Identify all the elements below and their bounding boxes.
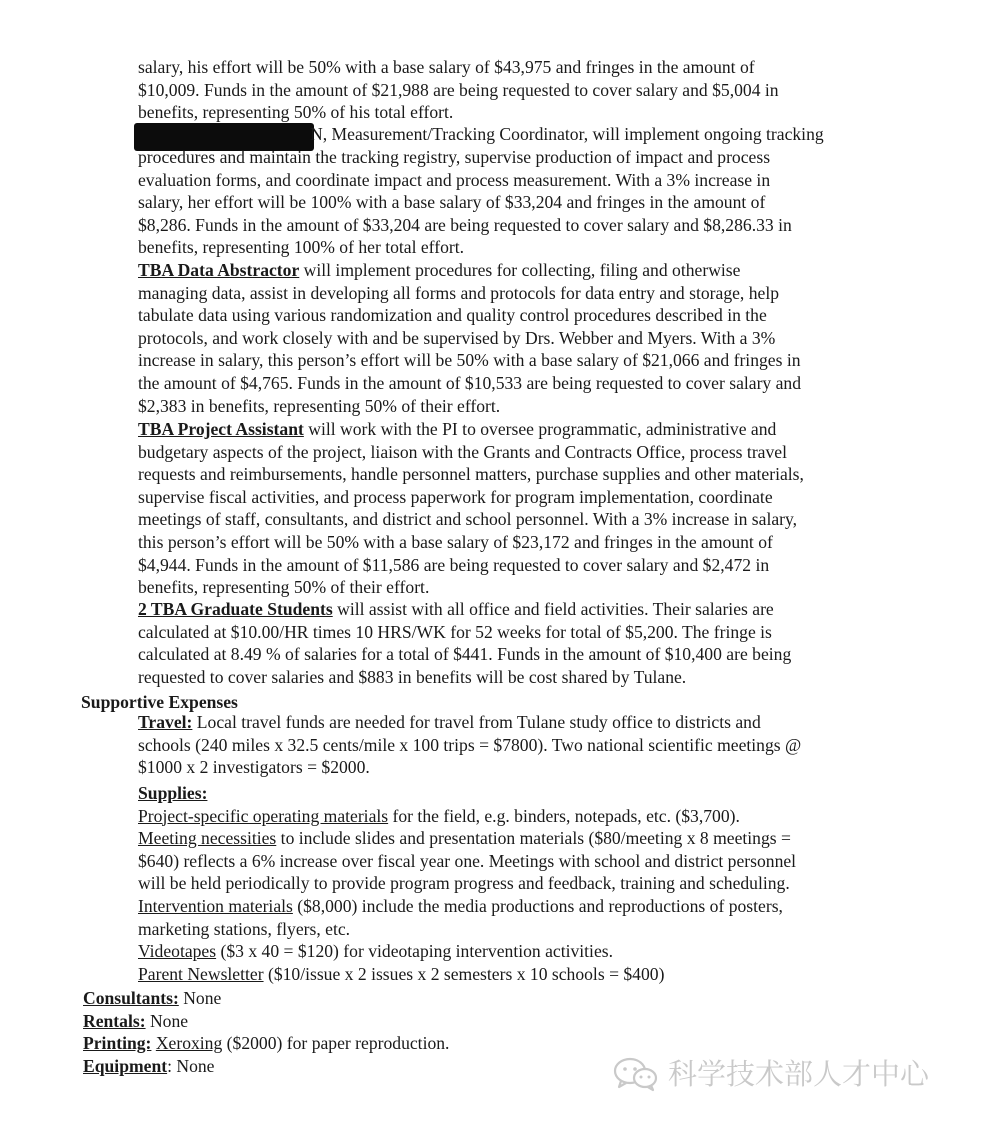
printing-sub-label: Xeroxing <box>155 1033 223 1053</box>
section-heading: 2 TBA Graduate Students <box>138 599 333 619</box>
consultants-label: Consultants: <box>83 988 179 1008</box>
text-run: for the field, e.g. binders, notepads, etc. ($3,700). <box>388 805 740 826</box>
text-line: tabulate data using various randomization and quality control procedures described in the <box>138 305 767 326</box>
text-line: benefits, representing 100% of her total effort. <box>138 237 465 258</box>
text-run: ($3 x 40 = $120) for videotaping intervention activities. <box>216 941 613 962</box>
text-line: increase in salary, this person’s effort will be 50% with a base salary of $21,066 and fringes in <box>138 350 801 371</box>
printing-value: ($2000) for paper reproduction. <box>222 1033 450 1053</box>
paragraph-tracking-coordinator <box>138 146 908 259</box>
text-run: Local travel funds are needed for travel from Tulane study office to districts and <box>192 712 761 732</box>
text-run: ($10/issue x 2 issues x 2 semesters x 10 schools = $400) <box>263 963 665 984</box>
paragraph-data-abstractor <box>138 259 908 417</box>
text-line: calculated at 8.49 % of salaries for a total of $441. Funds in the amount of $10,400 are being <box>138 644 792 665</box>
text-line: budgetary aspects of the project, liaison with the Grants and Contracts Office, process travel <box>138 441 787 462</box>
wechat-icon <box>612 1056 660 1092</box>
text-line <box>138 782 908 805</box>
text-line: the amount of $4,765. Funds in the amount of $10,533 are being requested to cover salary and <box>138 372 802 393</box>
text-run: will implement procedures for collecting, filing and otherwise <box>299 260 741 280</box>
text-line: $2,383 in benefits, representing 50% of their effort. <box>138 395 501 416</box>
text-line <box>138 418 908 441</box>
rentals-value: None <box>145 1011 189 1031</box>
text-line: calculated at $10.00/HR times 10 HRS/WK for 52 weeks for total of $5,200. The fringe is <box>138 621 772 642</box>
text-line: this person’s effort will be 50% with a base salary of $23,172 and fringes in the amount of <box>138 531 773 552</box>
consultants-value: None <box>178 988 222 1008</box>
text-line: N, Measurement/Tracking Coordinator, will implement ongoing tracking <box>310 124 824 144</box>
travel-label: Travel: <box>138 712 193 732</box>
watermark <box>612 1056 929 1092</box>
item-label: Videotapes <box>138 941 217 962</box>
text-line <box>138 963 908 986</box>
text-line <box>138 827 908 850</box>
text-line: requests and reimbursements, handle personnel matters, purchase supplies and other materials, <box>138 464 804 485</box>
text-line: $8,286. Funds in the amount of $33,204 are being requested to cover salary and $8,286.33 in <box>138 214 792 235</box>
equipment-value: : None <box>167 1056 215 1076</box>
text-run: will work with the PI to oversee programmatic, administrative and <box>303 419 777 439</box>
text-line <box>138 895 908 918</box>
paragraph-graduate-students <box>138 598 908 688</box>
section-heading: TBA Project Assistant <box>138 419 304 439</box>
text-line: benefits, representing 50% of their effort. <box>138 577 430 598</box>
text-line: supervise fiscal activities, and process paperwork for program implementation, coordinate <box>138 486 773 507</box>
text-line: evaluation forms, and coordinate impact and process measurement. With a 3% increase in <box>138 169 771 190</box>
equipment-label: Equipment <box>83 1056 168 1076</box>
text-line <box>138 711 908 734</box>
watermark-text: 科学技术部人才中心 <box>668 1056 930 1091</box>
paragraph-salary-continuation <box>138 56 908 124</box>
travel-section <box>138 711 908 779</box>
text-line: procedures and maintain the tracking registry, supervise production of impact and process <box>138 147 771 167</box>
text-line: meetings of staff, consultants, and district and school personnel. With a 3% increase in salary, <box>138 509 798 530</box>
supplies-label: Supplies: <box>138 783 208 803</box>
text-line: marketing stations, flyers, etc. <box>138 918 351 939</box>
supportive-expenses-heading: Supportive Expenses <box>81 692 238 712</box>
text-line: benefits, representing 50% of his total effort. <box>138 102 454 123</box>
section-heading: TBA Data Abstractor <box>138 260 300 280</box>
text-line <box>138 940 908 963</box>
item-label: Project-specific operating materials <box>138 805 389 826</box>
text-line: protocols, and work closely with and be supervised by Drs. Webber and Myers. With a 3% <box>138 327 776 348</box>
text-run: ($8,000) include the media productions and reproductions of posters, <box>292 895 783 916</box>
text-line: salary, his effort will be 50% with a base salary of $43,975 and fringes in the amount of <box>138 57 755 77</box>
text-line: $1000 x 2 investigators = $2000. <box>138 757 370 778</box>
paragraph-project-assistant <box>138 418 908 599</box>
coordinator-first-line <box>310 123 910 146</box>
consultants-row <box>83 987 221 1010</box>
item-label: Meeting necessities <box>138 828 277 849</box>
item-label: Parent Newsletter <box>138 963 264 984</box>
supplies-section <box>138 782 908 985</box>
item-label: Intervention materials <box>138 895 293 916</box>
rentals-label: Rentals: <box>83 1011 146 1031</box>
text-line <box>138 259 908 282</box>
text-run: to include slides and presentation materials ($80/meeting x 8 meetings = <box>276 828 791 849</box>
printing-row <box>83 1032 449 1055</box>
text-line <box>138 805 908 828</box>
text-line: $10,009. Funds in the amount of $21,988 are being requested to cover salary and $5,004 in <box>138 79 779 100</box>
text-line: schools (240 miles x 32.5 cents/mile x 100 trips = $7800). Two national scientific meetings @ <box>138 734 802 755</box>
text-line: $640) reflects a 6% increase over fiscal year one. Meetings with school and district personnel <box>138 850 797 871</box>
text-line: salary, her effort will be 100% with a base salary of $33,204 and fringes in the amount of <box>138 192 766 213</box>
printing-label: Printing: <box>83 1033 152 1053</box>
text-run: will assist with all office and field activities. Their salaries are <box>332 599 774 619</box>
text-line: will be held periodically to provide program progress and feedback, training and scheduling. <box>138 873 790 894</box>
text-line <box>138 598 908 621</box>
text-line: managing data, assist in developing all forms and protocols for data entry and storage, help <box>138 282 780 303</box>
text-line: requested to cover salaries and $883 in benefits will be cost shared by Tulane. <box>138 666 687 687</box>
rentals-row <box>83 1010 188 1033</box>
equipment-row <box>83 1055 215 1078</box>
text-line: $4,944. Funds in the amount of $11,586 are being requested to cover salary and $2,472 in <box>138 554 770 575</box>
